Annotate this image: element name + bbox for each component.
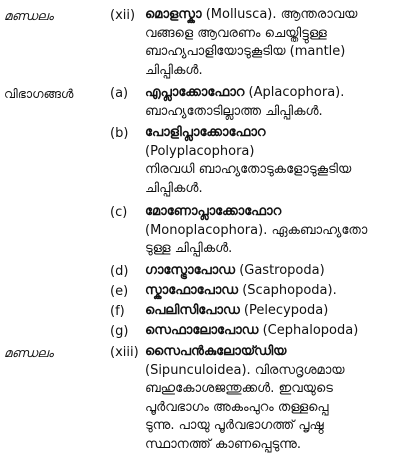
entry-number: (a) bbox=[110, 86, 129, 101]
description-line: സ്ഥാനത്ത് കാണപ്പെടുന്നു. bbox=[145, 436, 302, 452]
taxon-name: പെലിസിപോഡ bbox=[145, 303, 240, 318]
taxon-name: മൊളസ്കാ bbox=[145, 7, 202, 22]
entry-number: (c) bbox=[110, 205, 128, 220]
entry-number: (e) bbox=[110, 284, 129, 299]
latin-name: (Gastropoda) bbox=[239, 263, 325, 278]
entry-heading-line bbox=[145, 262, 397, 281]
description-line: ടുന്നു. പായു പൂർവഭാഗത്ത് പൃഷ്ഠ bbox=[145, 418, 324, 434]
description-line: ചിപ്പികൾ. bbox=[145, 180, 203, 196]
description-line: നിരവധി ബാഹ്യതോടുകളോടുകൂടിയ bbox=[145, 162, 352, 178]
entry-body bbox=[145, 84, 397, 121]
entry-body bbox=[145, 282, 397, 301]
description-line: പൂർവഭാഗം അകംപുറം തള്ളപ്പെ bbox=[145, 399, 329, 415]
description-line: വങ്ങളെ ആവരണം ചെയ്തിട്ടുള്ള bbox=[145, 25, 327, 41]
description-line: (Monoplacophora). ഏകബാഹ്യതോ bbox=[145, 222, 368, 238]
description-line: ബാഹ്യതോടില്ലാത്ത ചിപ്പികൾ. bbox=[145, 103, 323, 119]
entry-body bbox=[145, 203, 397, 259]
description-line: (Sipunculoidea). വിരസദൃശമായ bbox=[145, 362, 345, 378]
latin-name: (Polyplacophora) bbox=[145, 143, 255, 159]
latin-name: (Cephalopoda) bbox=[262, 323, 359, 338]
entry-heading-line bbox=[145, 84, 397, 103]
entry-body bbox=[145, 343, 397, 455]
taxon-name: സ്കാഫോപോഡ bbox=[145, 283, 239, 298]
taxon-name: എപ്ലാക്കോഫോറ bbox=[145, 85, 245, 100]
entry-heading-line bbox=[145, 322, 397, 341]
entry-number: (xii) bbox=[110, 8, 136, 23]
description-line: ചിപ്പികൾ. bbox=[145, 62, 203, 78]
term-phylum: മണ്ഡലം bbox=[4, 8, 54, 23]
latin-name: (Scaphopoda). bbox=[242, 283, 337, 298]
taxon-name: ഗാസ്ട്രോപോഡ bbox=[145, 263, 236, 278]
entry-body bbox=[145, 6, 397, 80]
description-line: ബാഹ്യപാളിയോടുകൂടിയ (mantle) bbox=[145, 44, 346, 60]
description-line: ബഹുകോശജന്തുക്കൾ. ഇവയുടെ bbox=[145, 381, 333, 397]
entry-body bbox=[145, 262, 397, 281]
term-phylum: മണ്ഡലം bbox=[4, 345, 54, 360]
entry-number: (g) bbox=[110, 324, 129, 339]
latin-name: (Pelecypoda) bbox=[243, 303, 329, 318]
description-text: ആന്തരാവയ bbox=[280, 7, 358, 22]
taxon-name: മോണോപ്ലാക്കോഫോറ bbox=[145, 204, 282, 219]
entry-body bbox=[145, 322, 397, 341]
entry-heading-line bbox=[145, 6, 397, 25]
taxon-name: സെഫാലോപോഡ bbox=[145, 323, 259, 338]
description-line: ടുള്ള ചിപ്പികൾ. bbox=[145, 241, 233, 257]
entry-body bbox=[145, 302, 397, 321]
taxon-name: പോളിപ്ലാക്കോഫോറ bbox=[145, 125, 266, 140]
entry-heading-line bbox=[145, 302, 397, 321]
entry-number: (xiii) bbox=[110, 345, 139, 360]
entry-number: (f) bbox=[110, 304, 125, 319]
latin-name: (Aplacophora). bbox=[248, 85, 345, 100]
entry-number: (b) bbox=[110, 126, 129, 141]
latin-name: (Mollusca). bbox=[205, 7, 277, 22]
entry-body bbox=[145, 124, 397, 198]
entry-heading-line bbox=[145, 282, 397, 301]
entry-number: (d) bbox=[110, 264, 129, 279]
taxon-name: സൈപൻകുലോയ്ഡിയ bbox=[145, 344, 287, 359]
term-classes: വിഭാഗങ്ങൾ bbox=[4, 86, 74, 101]
